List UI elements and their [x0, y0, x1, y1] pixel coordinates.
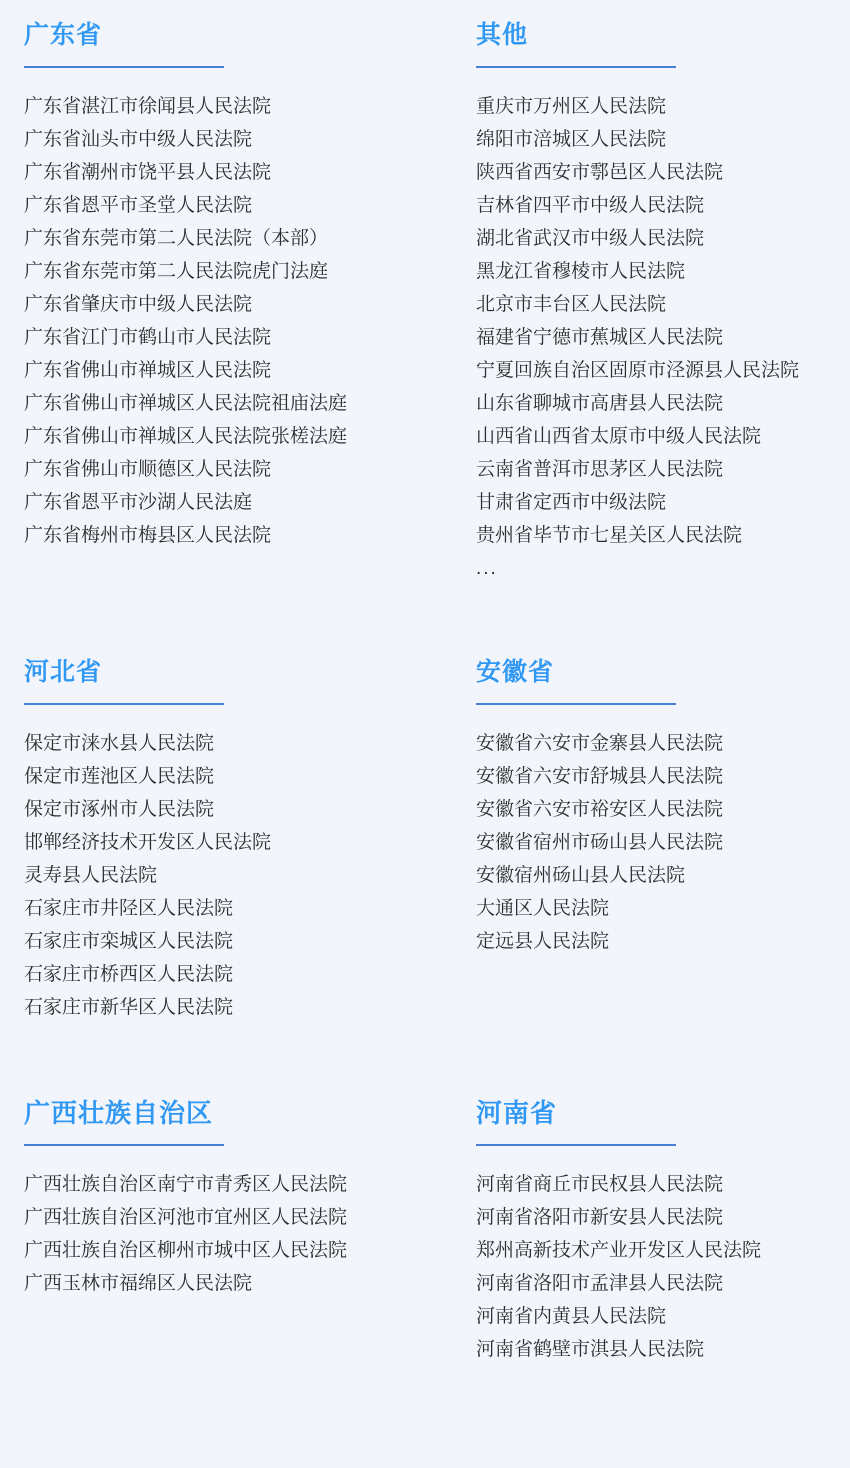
list-item: 石家庄市井陉区人民法院: [24, 898, 234, 919]
list-item: 广西壮族自治区柳州市城中区人民法院: [24, 1240, 348, 1261]
list-item: 广东省佛山市禅城区人民法院张槎法庭: [24, 426, 348, 447]
section-anhui: [454, 585, 850, 1024]
list-item: 广东省恩平市圣堂人民法院: [24, 195, 253, 216]
list-item: 保定市涞水县人民法院: [24, 733, 215, 754]
list-item: 湖北省武汉市中级人民法院: [476, 228, 705, 249]
court-list-hebei: [24, 727, 454, 1024]
court-list-guangdong: [24, 90, 454, 552]
list-item: 山东省聊城市高唐县人民法院: [476, 393, 724, 414]
list-item: 邯郸经济技术开发区人民法院: [24, 832, 272, 853]
list-item: 保定市涿州市人民法院: [24, 799, 215, 820]
list-item: 河南省洛阳市新安县人民法院: [476, 1207, 724, 1228]
list-item: 广东省汕头市中级人民法院: [24, 129, 253, 150]
list-item: 北京市丰台区人民法院: [476, 294, 667, 315]
list-item: 黑龙江省穆棱市人民法院: [476, 261, 686, 282]
list-item: 大通区人民法院: [476, 898, 610, 919]
list-item: 河南省洛阳市孟津县人民法院: [476, 1273, 724, 1294]
list-item: 山西省山西省太原市中级人民法院: [476, 426, 762, 447]
section-divider: [24, 703, 224, 705]
court-list-henan: [476, 1168, 850, 1366]
list-item: 广东省湛江市徐闻县人民法院: [24, 96, 272, 117]
list-item: 石家庄市栾城区人民法院: [24, 931, 234, 952]
list-item: 广东省肇庆市中级人民法院: [24, 294, 253, 315]
list-item: 安徽宿州砀山县人民法院: [476, 865, 686, 886]
list-item: 云南省普洱市思茅区人民法院: [476, 459, 724, 480]
list-item: 重庆市万州区人民法院: [476, 96, 667, 117]
list-item: 广西玉林市福绵区人民法院: [24, 1273, 253, 1294]
list-item: 广东省江门市鹤山市人民法院: [24, 327, 272, 348]
section-divider: [476, 1144, 676, 1146]
list-item: 安徽省宿州市砀山县人民法院: [476, 832, 724, 853]
section-divider: [476, 703, 676, 705]
list-item: 绵阳市涪城区人民法院: [476, 129, 667, 150]
section-henan: [454, 1024, 850, 1366]
list-item-ellipsis: ...: [476, 558, 498, 579]
list-item: 灵寿县人民法院: [24, 865, 158, 886]
list-item: 安徽省六安市裕安区人民法院: [476, 799, 724, 820]
list-item: 河南省商丘市民权县人民法院: [476, 1174, 724, 1195]
section-title: 安徽省: [476, 658, 555, 686]
list-item: 保定市莲池区人民法院: [24, 766, 215, 787]
list-item: 宁夏回族自治区固原市泾源县人民法院: [476, 360, 800, 381]
list-item: 广东省梅州市梅县区人民法院: [24, 525, 272, 546]
list-item: 福建省宁德市蕉城区人民法院: [476, 327, 724, 348]
section-title: 其他: [476, 21, 529, 49]
list-item: 河南省鹤壁市淇县人民法院: [476, 1339, 705, 1360]
list-item: 广西壮族自治区河池市宜州区人民法院: [24, 1207, 348, 1228]
list-item: 广东省东莞市第二人民法院（本部）: [24, 228, 329, 249]
section-title: 河北省: [24, 658, 103, 686]
section-divider: [24, 1144, 224, 1146]
list-item: 河南省内黄县人民法院: [476, 1306, 667, 1327]
section-title: 河南省: [476, 1098, 558, 1128]
list-item: 广东省潮州市饶平县人民法院: [24, 162, 272, 183]
list-item: 吉林省四平市中级人民法院: [476, 195, 705, 216]
section-title: 广西壮族自治区: [24, 1098, 214, 1128]
list-item: 郑州高新技术产业开发区人民法院: [476, 1240, 762, 1261]
list-item: 定远县人民法院: [476, 931, 610, 952]
section-hebei: [24, 585, 454, 1024]
list-item: 广东省佛山市禅城区人民法院: [24, 360, 272, 381]
sections-grid: [24, 18, 826, 1366]
list-item: 陕西省西安市鄠邑区人民法院: [476, 162, 724, 183]
court-list-anhui: [476, 727, 850, 958]
section-divider: [24, 66, 224, 68]
section-other: [454, 18, 850, 585]
list-item: 广东省佛山市禅城区人民法院祖庙法庭: [24, 393, 348, 414]
court-list-other: [476, 90, 850, 585]
court-list-guangxi: [24, 1168, 454, 1300]
list-item: 贵州省毕节市七星关区人民法院: [476, 525, 743, 546]
list-item: 安徽省六安市舒城县人民法院: [476, 766, 724, 787]
list-item: 广东省佛山市顺德区人民法院: [24, 459, 272, 480]
list-item: 广东省东莞市第二人民法院虎门法庭: [24, 261, 329, 282]
list-item: 石家庄市桥西区人民法院: [24, 964, 234, 985]
list-item: 广西壮族自治区南宁市青秀区人民法院: [24, 1174, 348, 1195]
list-item: 甘肃省定西市中级法院: [476, 492, 667, 513]
section-guangdong: [24, 18, 454, 585]
list-item: 广东省恩平市沙湖人民法庭: [24, 492, 253, 513]
section-divider: [476, 66, 676, 68]
section-title: 广东省: [24, 21, 103, 49]
list-item: 安徽省六安市金寨县人民法院: [476, 733, 724, 754]
section-guangxi: [24, 1024, 454, 1366]
list-item: 石家庄市新华区人民法院: [24, 997, 234, 1018]
